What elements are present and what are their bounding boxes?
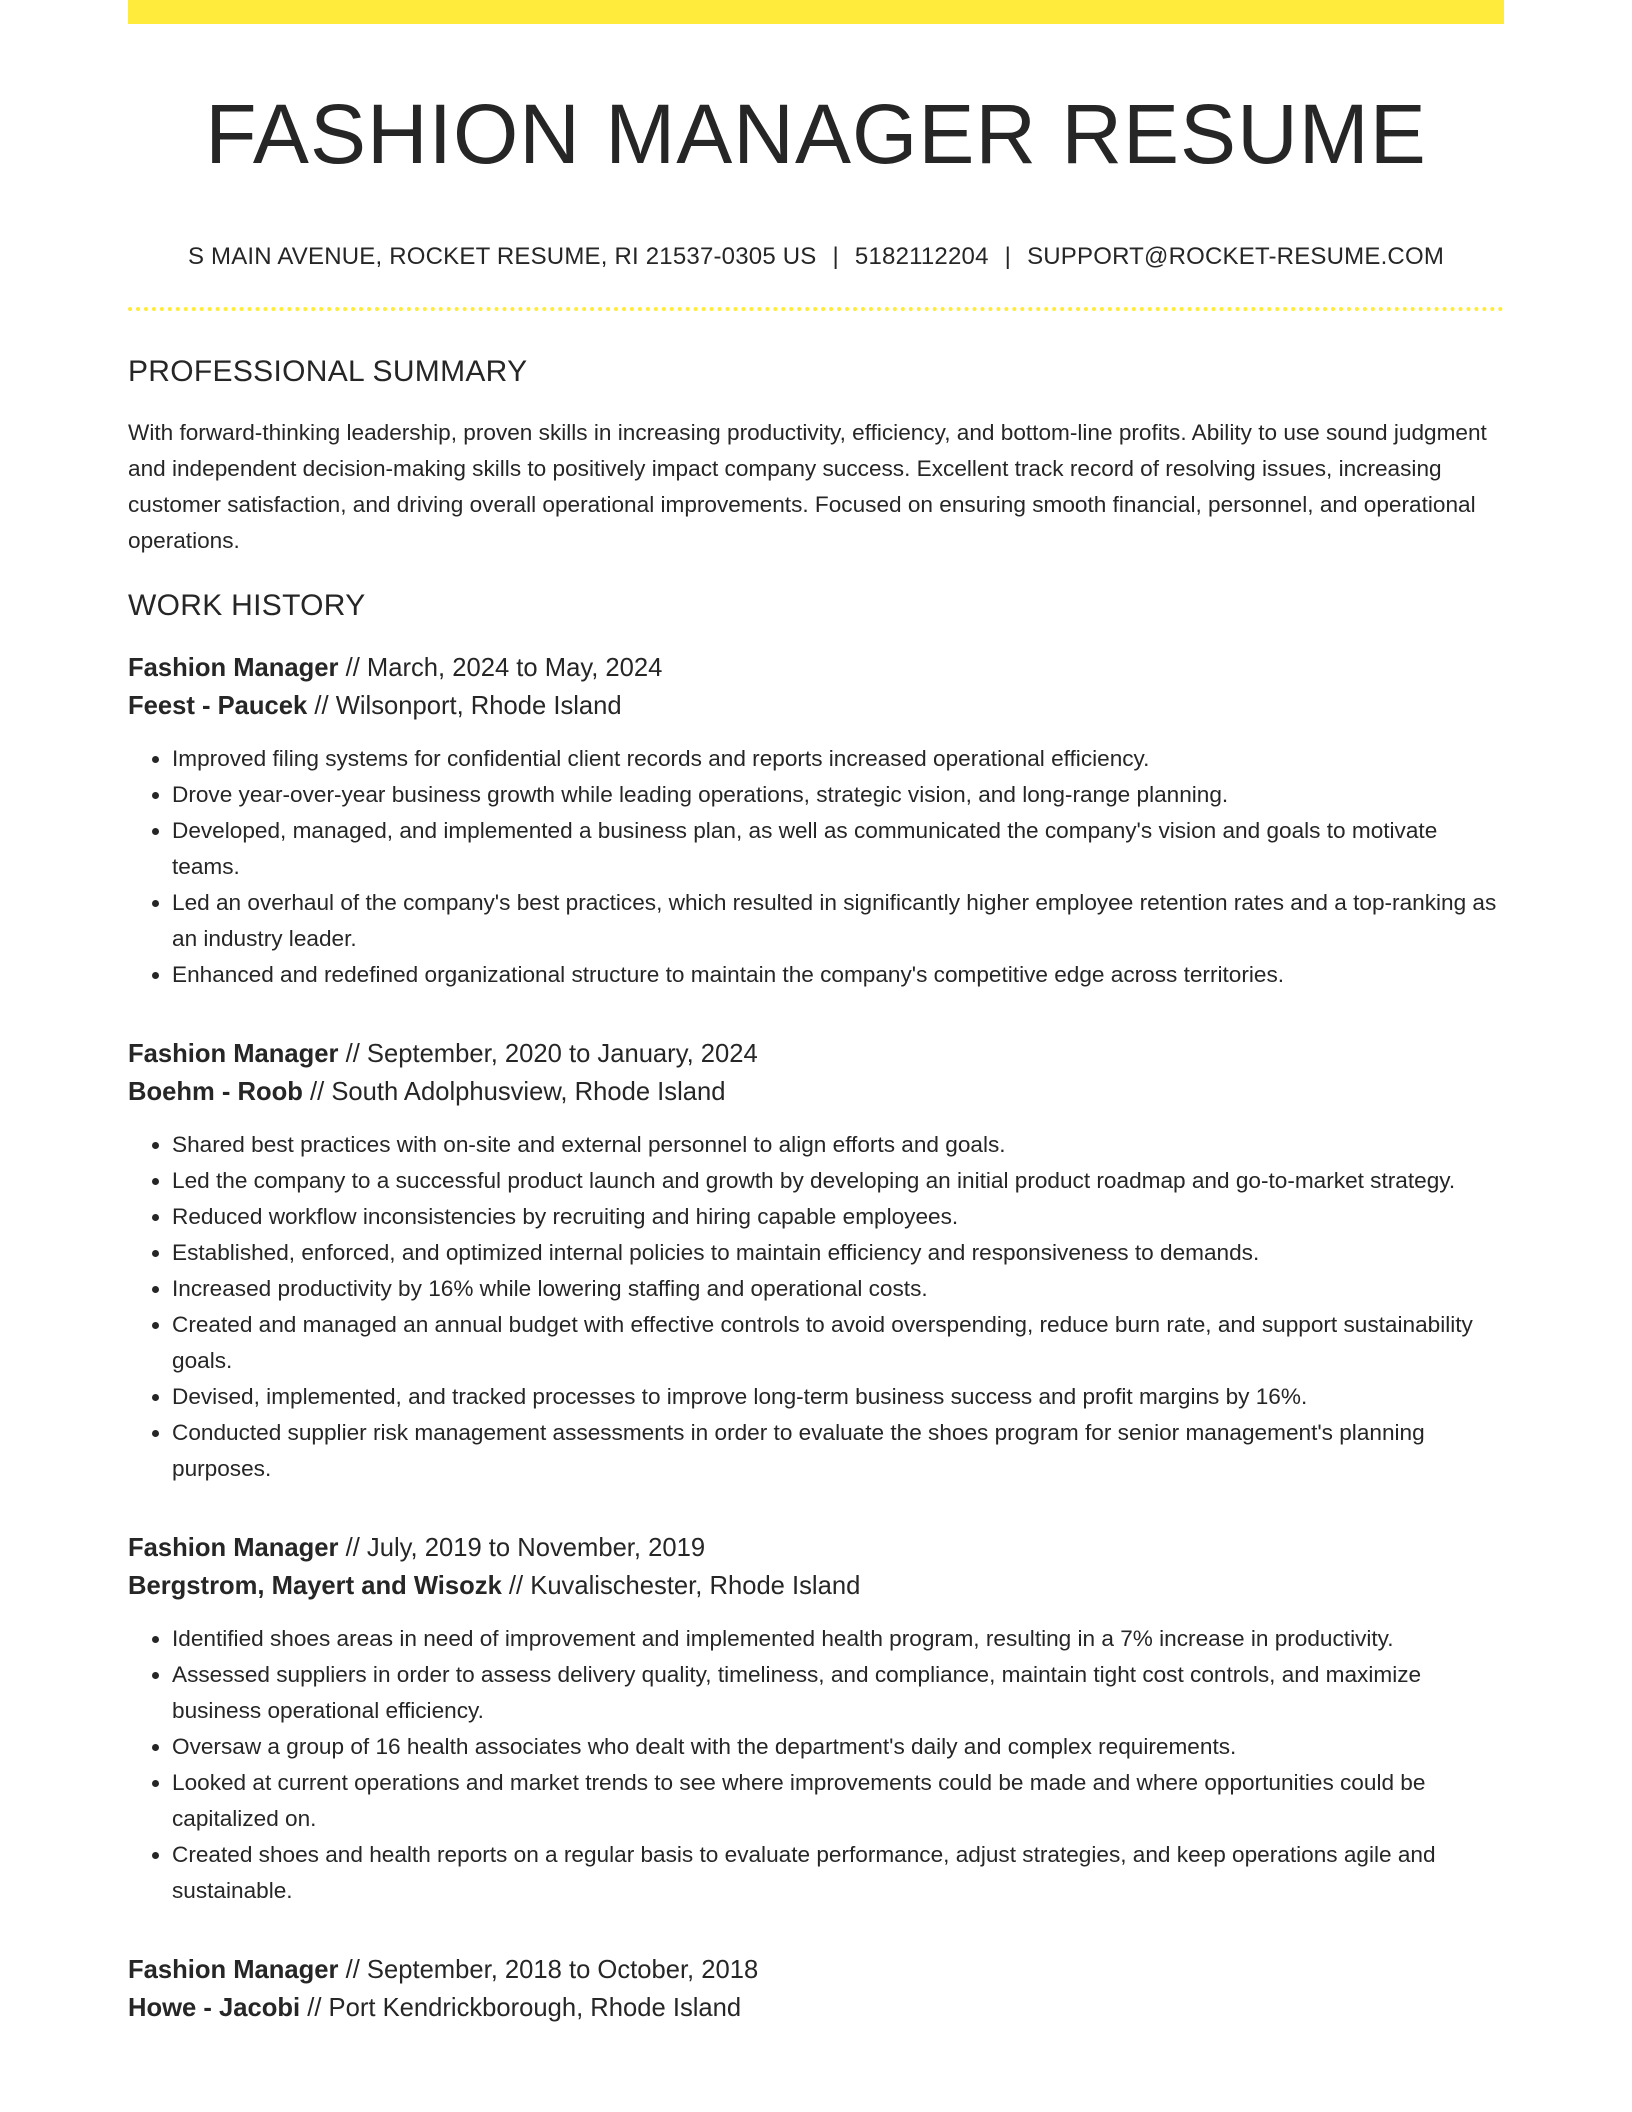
top-accent-bar [128,0,1504,24]
job-company: Feest - Paucek [128,691,308,720]
bullet-item: • Devised, implemented, and tracked processes to improve long-term business success and profit margins by 16%. [172,1379,1504,1415]
bullet-item: • Created shoes and health reports on a regular basis to evaluate performance, adjust strategies, and keep operations agile and sustainable. [172,1837,1504,1909]
contact-separator: | [832,242,839,270]
job-dates: // September, 2020 to January, 2024 [338,1039,758,1068]
bullet-item: • Conducted supplier risk management assessments in order to evaluate the shoes program for senior management's planning purposes. [172,1415,1504,1487]
job-bullets [128,1621,1504,1909]
job-location: // Port Kendrickborough, Rhode Island [300,1993,742,2022]
job-title: Fashion Manager [128,1039,339,1068]
bullet-item: • Looked at current operations and market trends to see where improvements could be made and where opportunities could be capitalized on. [172,1765,1504,1837]
summary-text: With forward-thinking leadership, proven skills in increasing productivity, efficiency, and bottom-line profits. Ability to use sound judgment and independent decision-making skills to positively impact company success. Excellent track record of resolving issues, increasing customer satisfaction, and driving overall operational improvements. Focused on ensuring smooth financial, personnel, and operational operations. [128,419,1487,553]
resume-title: FASHION MANAGER RESUME [205,87,1427,181]
job-dates: // July, 2019 to November, 2019 [338,1533,706,1562]
contact-address: S MAIN AVENUE, ROCKET RESUME, RI 21537-0305 US [187,242,817,270]
job-company-line [128,687,1504,725]
job-title: Fashion Manager [128,653,339,682]
job-company-line [128,1073,1504,1111]
bullet-item: • Led an overhaul of the company's best practices, which resulted in significantly higher employee retention rates and a top-ranking as an industry leader. [172,885,1504,957]
job-dates: // September, 2018 to October, 2018 [338,1955,759,1984]
job-bullets [128,1127,1504,1487]
bullet-item: • Shared best practices with on-site and external personnel to align efforts and goals. [172,1127,1504,1163]
job-company: Bergstrom, Mayert and Wisozk [128,1571,502,1600]
work-history-list [128,649,1504,2027]
job-title: Fashion Manager [128,1955,339,1984]
job-company-line [128,1989,1504,2027]
bullet-item: • Increased productivity by 16% while lowering staffing and operational costs. [172,1271,1504,1307]
work-history-heading: WORK HISTORY [128,588,366,622]
bullet-item: • Oversaw a group of 16 health associates who dealt with the department's daily and complex requirements. [172,1729,1504,1765]
contact-separator: | [1004,242,1012,270]
job-bullets [128,741,1504,993]
contact-email: SUPPORT@ROCKET-RESUME.COM [1027,242,1445,270]
bullet-item: • Established, enforced, and optimized internal policies to maintain efficiency and responsiveness to demands. [172,1235,1504,1271]
bullet-item: • Reduced workflow inconsistencies by recruiting and hiring capable employees. [172,1199,1504,1235]
bullet-item: • Led the company to a successful product launch and growth by developing an initial product roadmap and go-to-market strategy. [172,1163,1504,1199]
job-company-line [128,1567,1504,1605]
job-company: Howe - Jacobi [128,1993,301,2022]
summary-heading: PROFESSIONAL SUMMARY [128,354,528,388]
job-entry [128,1529,1504,1909]
job-location: // Kuvalischester, Rhode Island [501,1571,861,1600]
job-title-line [128,1529,1504,1567]
job-entry [128,1951,1504,2027]
bullet-item: • Enhanced and redefined organizational structure to maintain the company's competitive edge across territories. [172,957,1504,993]
bullet-item: • Assessed suppliers in order to assess delivery quality, timeliness, and compliance, maintain tight cost controls, and maximize business operational efficiency. [172,1657,1504,1729]
job-location: // Wilsonport, Rhode Island [307,691,622,720]
job-entry [128,1035,1504,1487]
job-company: Boehm - Roob [128,1077,303,1106]
job-location: // South Adolphusview, Rhode Island [302,1077,726,1106]
contact-line [128,243,1504,271]
job-title: Fashion Manager [128,1533,339,1562]
job-entry [128,649,1504,993]
contact-phone: 5182112204 [854,242,989,270]
job-title-line [128,649,1504,687]
job-dates: // March, 2024 to May, 2024 [338,653,663,682]
bullet-item: • Created and managed an annual budget with effective controls to avoid overspending, reduce burn rate, and support sustainability goals. [172,1307,1504,1379]
bullet-item: • Improved filing systems for confidential client records and reports increased operational efficiency. [172,741,1504,777]
bullet-item: • Drove year-over-year business growth while leading operations, strategic vision, and long-range planning. [172,777,1504,813]
bullet-item: • Developed, managed, and implemented a business plan, as well as communicated the company's vision and goals to motivate teams. [172,813,1504,885]
bullet-item: • Identified shoes areas in need of improvement and implemented health program, resulting in a 7% increase in productivity. [172,1621,1504,1657]
job-title-line [128,1035,1504,1073]
job-title-line [128,1951,1504,1989]
dotted-divider [128,307,1504,311]
resume-page [128,0,1504,2027]
